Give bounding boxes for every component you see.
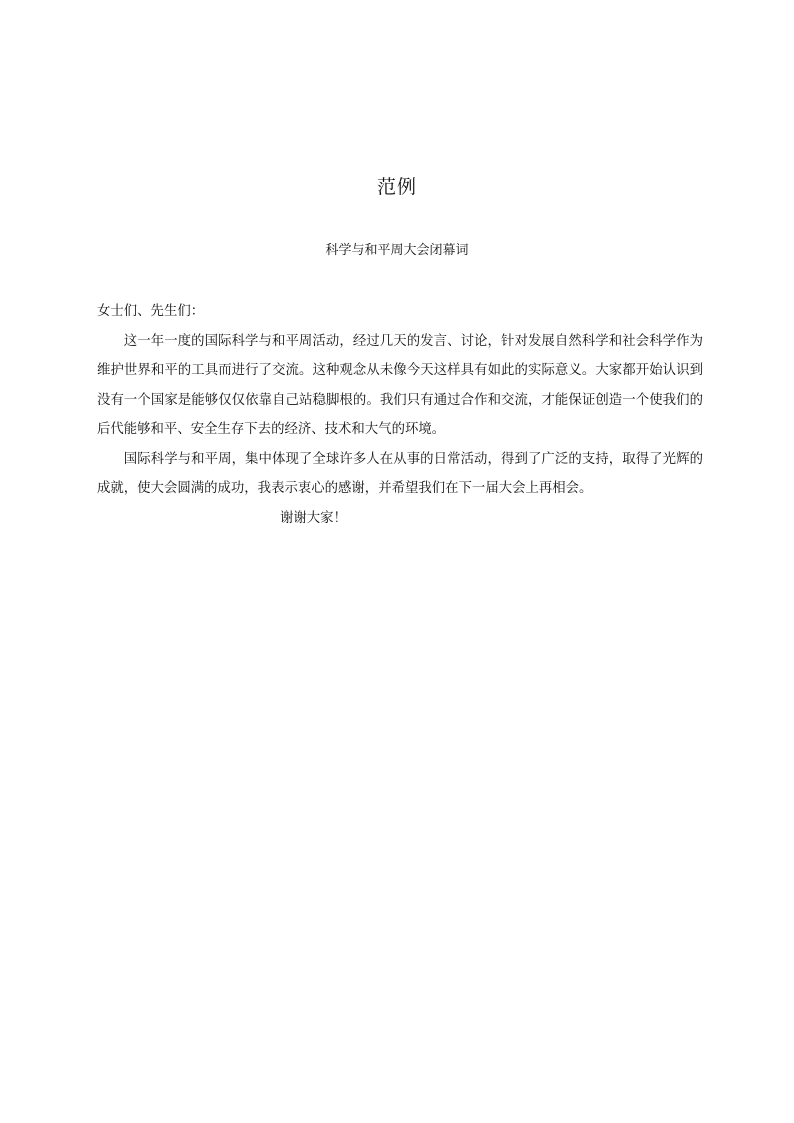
paragraph-1: 这一年一度的国际科学与和平周活动，经过几天的发言、讨论，针对发展自然科学和社会科学作为维护世界和平的工具而进行了交流。这种观念从未像今天这样具有如此的实际意义。大家都开始认识到没有一个国家是能够仅仅依靠自己站稳脚根的。我们只有通过合作和交流，才能保证创造一个使我们的后代能够和平、安全生存下去的经济、技术和大气的环境。 [97,333,703,437]
salutation: 女士们、先生们： [97,304,205,319]
closing-line: 谢谢大家！ [280,510,347,526]
speech-subtitle: 科学与和平周大会闭幕词 [325,243,469,258]
page-title: 范例 [376,176,417,198]
paragraph-2: 国际科学与和平周，集中体现了全球许多人在从事的日常活动，得到了广泛的支持，取得了光辉的成就，使大会圆满的成功，我表示衷心的感谢，并希望我们在下一届大会上再相会。 [97,451,703,496]
speech-body [97,297,703,533]
